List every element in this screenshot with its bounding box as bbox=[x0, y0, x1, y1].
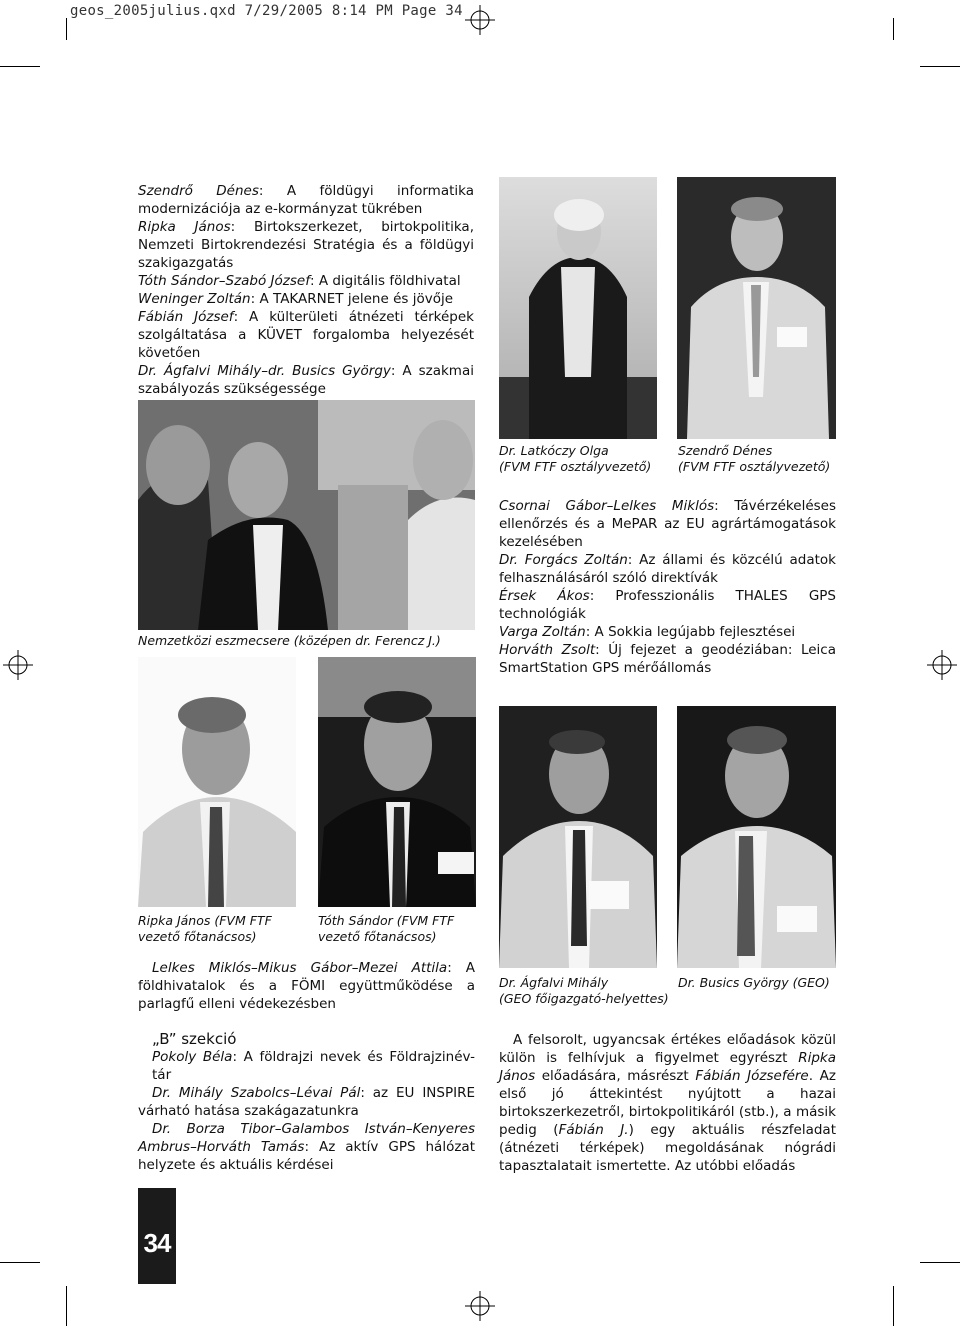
talk-item: Tóth Sándor–Szabó József: A digitális földhivatal bbox=[138, 273, 461, 289]
talk-item: Lelkes Miklós–Mikus Gábor–Mezei Attila: A földhivatalok és a FÖMI együttműködése a parlagfű elleni védekezésben bbox=[138, 960, 475, 1012]
registration-mark-icon bbox=[465, 5, 495, 35]
talk-item: Szendrő Dénes: A földügyi informatika modernizációja az e-kormányzat tükrében bbox=[138, 183, 474, 217]
crop-mark bbox=[66, 1286, 67, 1326]
page-number-box bbox=[138, 1188, 176, 1284]
caption-toth: Tóth Sándor (FVM FTF vezető főtanácsos) bbox=[318, 913, 455, 944]
caption-agfalvi: Dr. Ágfalvi Mihály (GEO főigazgató-helyettes) bbox=[499, 975, 669, 1006]
registration-mark-icon bbox=[927, 650, 957, 680]
caption-latkoczy: Dr. Latkóczy Olga (FVM FTF osztályvezető) bbox=[499, 443, 652, 474]
talk-item: Varga Zoltán: A Sokkia legújabb fejlesztései bbox=[499, 624, 796, 640]
crop-mark bbox=[0, 66, 40, 67]
photo-latkoczy bbox=[499, 177, 657, 439]
crop-mark bbox=[893, 1286, 894, 1326]
registration-mark-icon bbox=[3, 650, 33, 680]
talk-item: Dr. Borza Tibor–Galambos István–Kenyeres Ambrus–Horváth Tamás: Az aktív GPS hálózat helyzete és aktuális kérdései bbox=[138, 1121, 475, 1173]
section-b bbox=[138, 1030, 475, 1174]
talk-item: Fábián József: A külterületi átnézeti térképek szolgáltatása a KÜVET forgalomba helyezését követően bbox=[138, 309, 474, 361]
talk-item: Weninger Zoltán: A TAKARNET jelene és jövője bbox=[138, 291, 454, 307]
talk-list-a bbox=[138, 182, 474, 398]
registration-mark-icon bbox=[465, 1291, 495, 1321]
talk-item: Érsek Ákos: Professzionális THALES GPS technológiák bbox=[499, 588, 837, 622]
caption-ripka: Ripka János (FVM FTF vezető főtanácsos) bbox=[138, 913, 272, 944]
photo-ripka bbox=[138, 657, 296, 907]
talk-item: Dr. Ágfalvi Mihály–dr. Busics György: A szakmai szabályozás szükségessége bbox=[138, 363, 474, 397]
talk-item: Ripka János: Birtokszerkezet, birtokpolitika, Nemzeti Birtokrendezési Stratégia és a földügyi szakigazgatás bbox=[138, 219, 475, 271]
crop-mark bbox=[893, 18, 894, 40]
section-b-heading: „B” szekció bbox=[152, 1030, 237, 1048]
photo-busics bbox=[677, 706, 836, 968]
photo-szendro bbox=[677, 177, 836, 439]
slug-line: geos_2005julius.qxd 7/29/2005 8:14 PM Page 34 bbox=[70, 3, 463, 19]
talk-item: Dr. Forgács Zoltán: Az állami és közcélú adatok felhasználásáról szóló direktívák bbox=[499, 552, 836, 586]
caption-szendro: Szendrő Dénes (FVM FTF osztályvezető) bbox=[678, 443, 831, 474]
crop-mark bbox=[66, 18, 67, 40]
crop-mark bbox=[920, 1262, 960, 1263]
photo-toth bbox=[318, 657, 476, 907]
talk-list-b bbox=[499, 497, 836, 677]
photo-agfalvi bbox=[499, 706, 657, 968]
body-paragraph: A felsorolt, ugyancsak értékes előadások közül külön is felhívjuk a figyelmet egyrészt Ripka János előadására, másrészt Fábián Józsefére. Az első jó áttekintést nyújtott a hazai birtokszerkezetről, birtokpolitikáról (stb.), a másik pedig (Fábián J.) egy aktuális részfeladat (átnézeti térképek) megoldásának nógrádi tapasztalatait ismertette. Az utóbbi előadás bbox=[499, 1032, 837, 1174]
talk-item: Csornai Gábor–Lelkes Miklós: Távérzékeléses ellenőrzés és a MePAR az EU agrártámogatások kezelésében bbox=[499, 498, 836, 550]
caption-group: Nemzetközi eszmecsere (középen dr. Ferencz J.) bbox=[138, 633, 441, 648]
page-number: 34 bbox=[143, 1228, 171, 1258]
talk-item: Pokoly Béla: A földrajzi nevek és Földrajzinév-tár bbox=[152, 1049, 475, 1083]
talk-item: Dr. Mihály Szabolcs–Lévai Pál: az EU INSPIRE várható hatása szakágazatunkra bbox=[138, 1085, 475, 1119]
crop-mark bbox=[920, 66, 960, 67]
talk-list-c bbox=[138, 959, 475, 1013]
talk-item: Horváth Zsolt: Új fejezet a geodéziában: Leica SmartStation GPS mérőállomás bbox=[499, 642, 836, 676]
caption-busics: Dr. Busics György (GEO) bbox=[678, 975, 830, 990]
crop-mark bbox=[0, 1262, 40, 1263]
photo-group bbox=[138, 400, 475, 630]
